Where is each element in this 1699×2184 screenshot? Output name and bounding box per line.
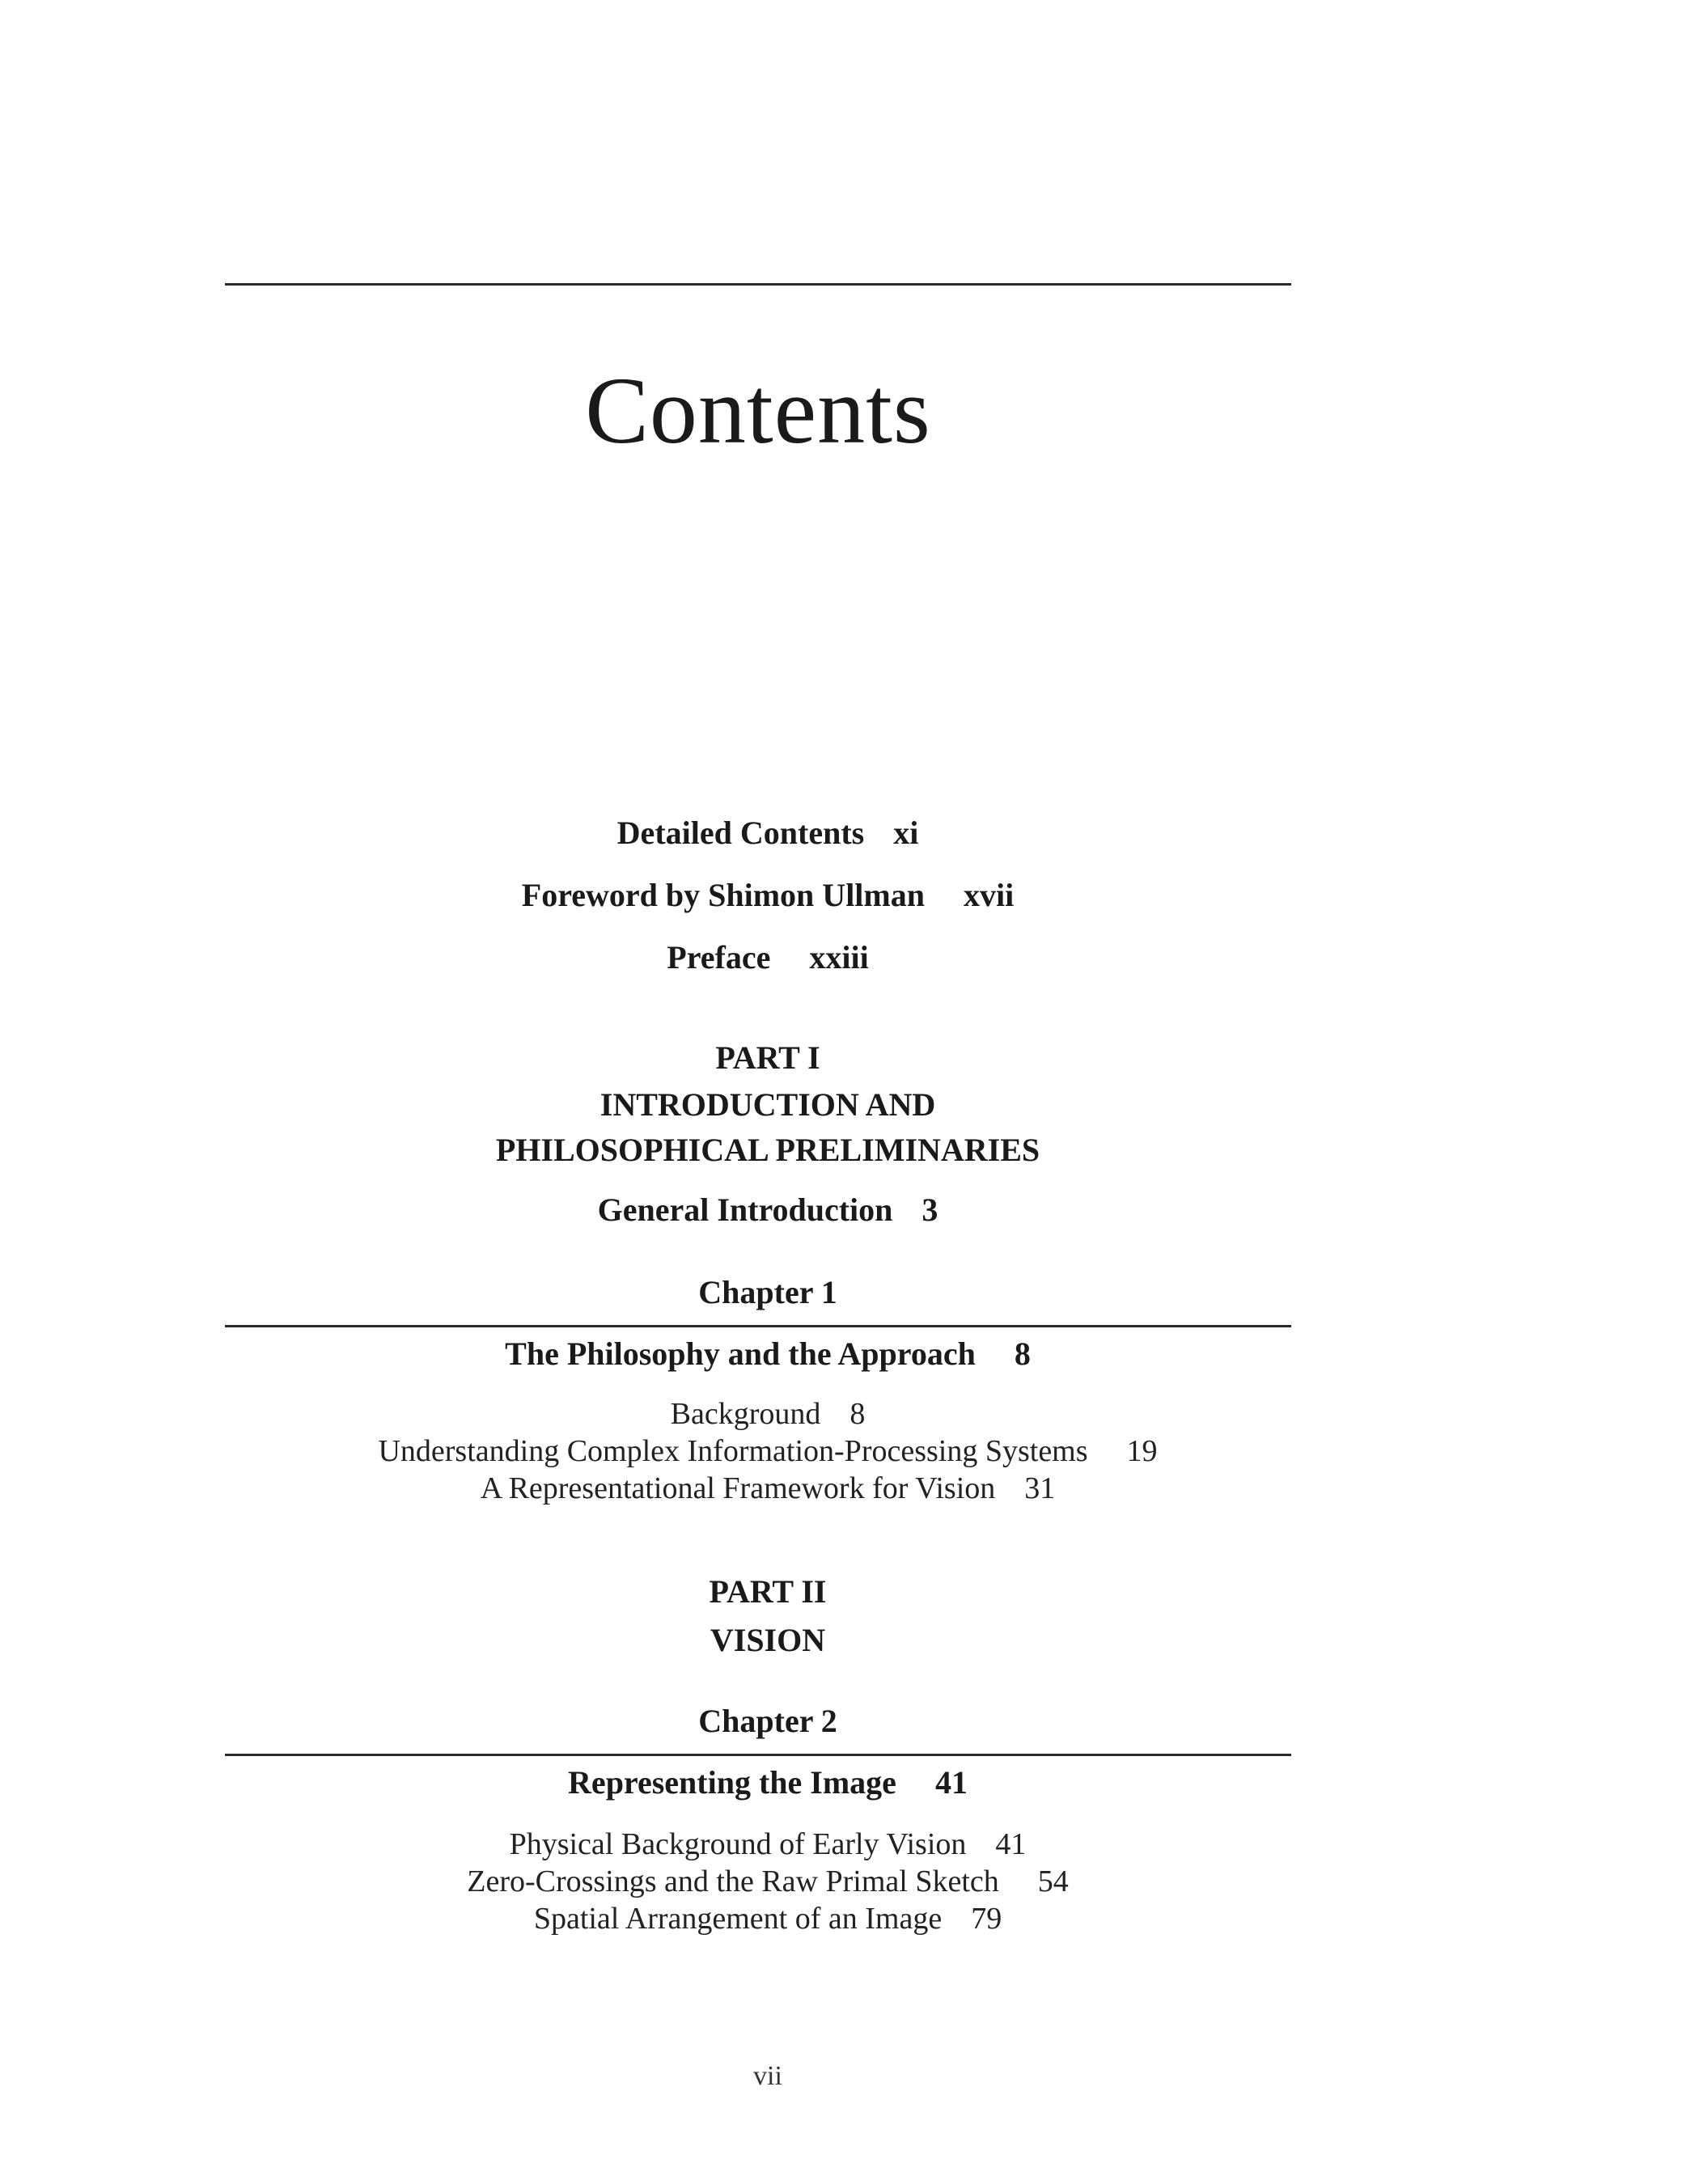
toc-entry-label: Detailed Contents: [616, 815, 865, 851]
toc-entry-label: A Representational Framework for Vision: [480, 1471, 996, 1505]
toc-entry-section[interactable]: [235, 1433, 1301, 1469]
toc-entry-label: The Philosophy and the Approach: [505, 1335, 976, 1372]
toc-entry-section[interactable]: [235, 1396, 1301, 1432]
chapter-number: Chapter 2: [698, 1703, 837, 1739]
toc-entry-page: 3: [922, 1191, 938, 1228]
top-rule: [225, 283, 1291, 286]
toc-entry-chapter-title[interactable]: [235, 1335, 1301, 1373]
toc-entry-general-introduction[interactable]: [235, 1191, 1301, 1229]
toc-entry-page: 41: [995, 1827, 1027, 1861]
toc-entry-label: Spatial Arrangement of an Image: [533, 1902, 943, 1936]
toc-entry-label: Understanding Complex Information-Processing Systems: [378, 1434, 1088, 1468]
toc-entry-page: 41: [934, 1764, 968, 1801]
toc-entry-foreword[interactable]: [235, 876, 1301, 914]
toc-entry-label: Foreword by Shimon Ullman: [521, 877, 925, 913]
chapter-rule: [225, 1325, 1291, 1327]
toc-entry-page: xxiii: [809, 939, 869, 976]
part-title-line: VISION: [710, 1622, 826, 1658]
toc-entry-label: Background: [670, 1397, 821, 1431]
toc-entry-page: 8: [1014, 1335, 1031, 1372]
toc-entry-page: xvii: [963, 877, 1015, 913]
toc-entry-section[interactable]: [235, 1826, 1301, 1862]
part-title-line: INTRODUCTION AND: [600, 1086, 936, 1123]
toc-entry-label: Preface: [667, 939, 771, 976]
toc-entry-page: xi: [893, 815, 919, 851]
toc-entry-label: Physical Background of Early Vision: [509, 1827, 967, 1861]
part-title-line: PHILOSOPHICAL PRELIMINARIES: [495, 1132, 1040, 1168]
toc-entry-detailed-contents[interactable]: [235, 814, 1301, 852]
toc-entry-page: 79: [971, 1902, 1002, 1936]
toc-entry-label: Representing the Image: [568, 1764, 896, 1801]
toc-entry-page: 8: [850, 1397, 866, 1431]
page-number: vii: [753, 2061, 782, 2091]
toc-entry-page: 54: [1037, 1864, 1069, 1898]
part-label: PART II: [709, 1573, 827, 1610]
toc-entry-chapter-title[interactable]: [235, 1763, 1301, 1801]
chapter-number: Chapter 1: [698, 1274, 837, 1310]
toc-entry-page: 31: [1024, 1471, 1056, 1505]
toc-entry-section[interactable]: [235, 1864, 1301, 1899]
toc-entry-section[interactable]: [235, 1471, 1301, 1506]
part-label: PART I: [715, 1039, 820, 1076]
toc-entry-label: Zero-Crossings and the Raw Primal Sketch: [467, 1864, 999, 1898]
toc-entry-preface[interactable]: [235, 938, 1301, 976]
page-title: Contents: [585, 358, 931, 463]
toc-entry-page: 19: [1126, 1434, 1158, 1468]
chapter-rule: [225, 1754, 1291, 1756]
toc-entry-label: General Introduction: [597, 1191, 893, 1228]
toc-entry-section[interactable]: [235, 1901, 1301, 1936]
